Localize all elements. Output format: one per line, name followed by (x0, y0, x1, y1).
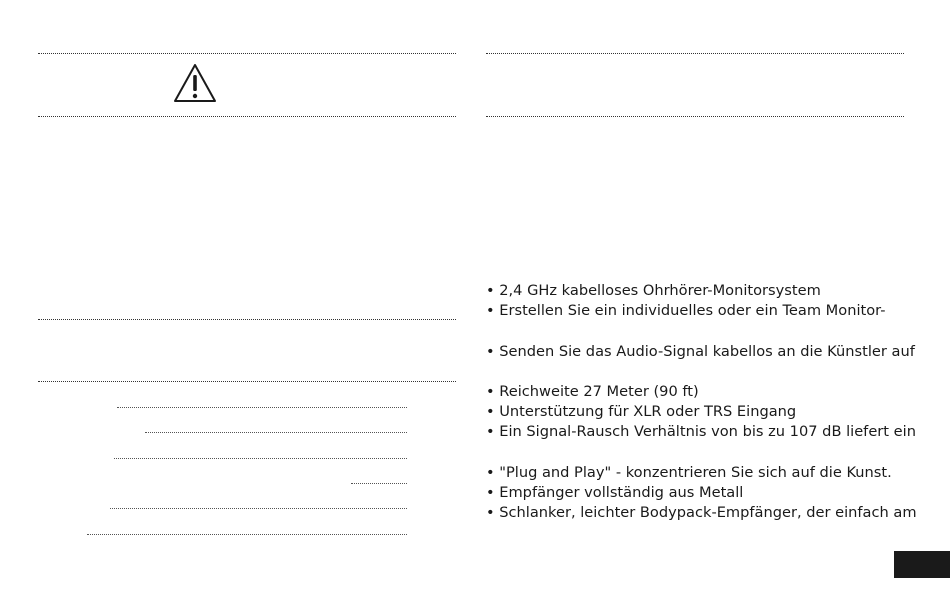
fill-in-rule-5 (110, 508, 407, 509)
left-section-rule-1 (38, 319, 456, 320)
left-section-rule-2 (38, 381, 456, 382)
left-warning-bottom-rule (38, 116, 456, 117)
fill-in-rule-1 (117, 407, 407, 408)
left-top-rule (38, 53, 456, 54)
warning-triangle-icon (172, 62, 218, 104)
feature-list (486, 281, 950, 523)
fill-in-rule-4 (351, 483, 407, 484)
feature-item: • Erstellen Sie ein individuelles oder ein Team Monitor- (486, 302, 886, 320)
right-header-bottom-rule (486, 116, 904, 117)
feature-item: • Ein Signal-Rausch Verhältnis von bis zu 107 dB liefert ein (486, 423, 916, 441)
feature-item: • Senden Sie das Audio-Signal kabellos an die Künstler auf (486, 342, 915, 360)
fill-in-rule-3 (114, 458, 407, 459)
fill-in-rule-2 (145, 432, 407, 433)
feature-item: • Schlanker, leichter Bodypack-Empfänger, der einfach am (486, 504, 917, 522)
feature-item: • Reichweite 27 Meter (90 ft) (486, 382, 699, 400)
right-top-rule (486, 53, 904, 54)
feature-item: • 2,4 GHz kabelloses Ohrhörer-Monitorsystem (486, 282, 821, 299)
fill-in-rule-6 (87, 534, 407, 535)
feature-item: • "Plug and Play" - konzentrieren Sie sich auf die Kunst. (486, 463, 892, 481)
feature-item: • Empfänger vollständig aus Metall (486, 483, 744, 501)
feature-item: • Unterstützung für XLR oder TRS Eingang (486, 403, 797, 421)
page-tab-marker (894, 551, 950, 578)
